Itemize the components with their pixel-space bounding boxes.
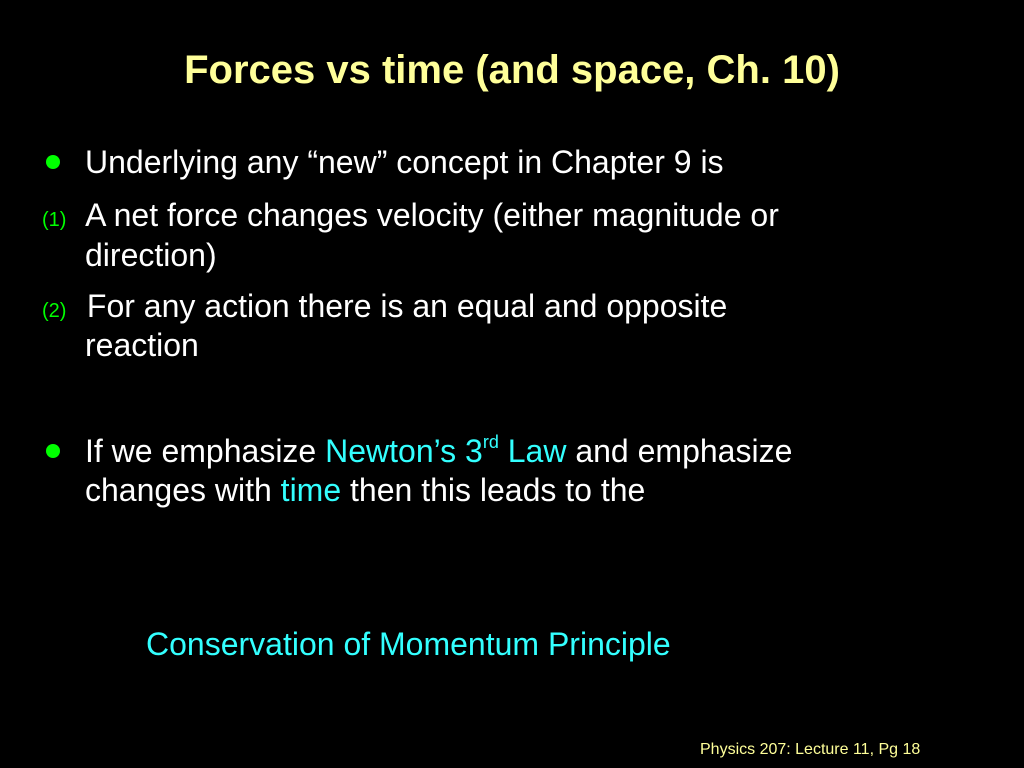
bullet-dot-1 <box>46 155 60 169</box>
slide-title: Forces vs time (and space, Ch. 10) <box>184 48 840 92</box>
slide-footer: Physics 207: Lecture 11, Pg 18 <box>700 741 921 758</box>
item-2-line-1 <box>78 284 727 328</box>
law-word: Law <box>498 433 567 469</box>
bullet-2-text-b: and emphasize <box>566 433 793 469</box>
item-1-line-1-text: A net force changes velocity (either magnitude or <box>78 197 779 233</box>
bullet-dot-2 <box>46 444 60 458</box>
bullet-1-text <box>85 140 724 184</box>
ordinal-superscript: rd <box>482 432 499 452</box>
item-2-line-2-text: reaction <box>85 327 199 363</box>
bullet-2-text-c: changes with <box>85 472 281 508</box>
bullet-2-text-d: then this leads to the <box>341 472 646 508</box>
bullet-2-text-a: If we emphasize <box>85 433 326 469</box>
bullet-2-line-2 <box>85 468 645 512</box>
newtons-third-law-highlight <box>325 433 566 469</box>
bullet-1-label: Underlying any “new” concept in Chapter 9 is <box>85 144 724 180</box>
conclusion-text: Conservation of Momentum Principle <box>146 626 671 662</box>
bullet-2-line-1 <box>85 429 792 473</box>
item-2-marker: (2) <box>42 300 67 322</box>
time-highlight: time <box>280 472 342 508</box>
item-2-line-1-text: For any action there is an equal and opposite <box>78 288 728 324</box>
item-1-marker: (1) <box>42 209 67 231</box>
item-1-line-2-text: direction) <box>85 237 217 273</box>
item-1-line-1 <box>78 193 779 237</box>
item-2-line-2 <box>85 323 199 367</box>
item-1-line-2 <box>85 233 217 277</box>
newtons-third-law-text: Newton’s 3 <box>325 433 483 469</box>
